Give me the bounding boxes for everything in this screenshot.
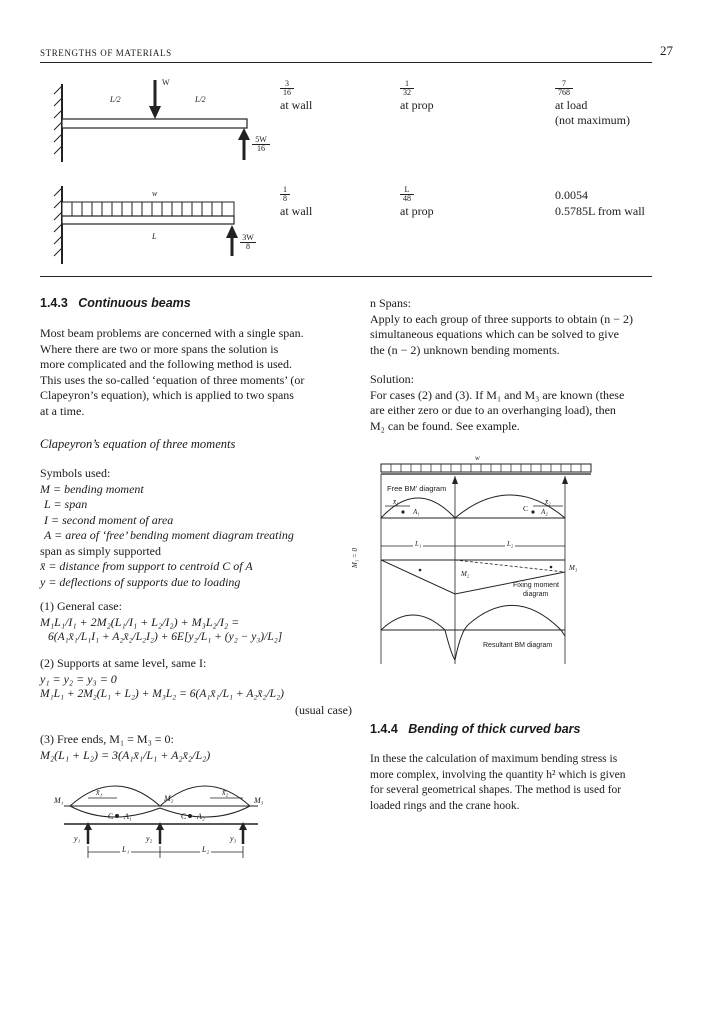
m2-label-right: M₂ — [461, 570, 470, 578]
solution — [370, 372, 660, 434]
section-number: 1.4.4 — [370, 722, 398, 736]
symbols-list — [40, 466, 350, 590]
para-line: Clapeyron’s equation), which is applied to two spans — [40, 388, 294, 402]
row2-col3-text: 0.5785L from wall — [555, 204, 645, 218]
y1-label: y₁ — [74, 834, 81, 843]
row1-col1-text: at wall — [280, 98, 313, 112]
curved-bars-paragraph — [370, 752, 670, 814]
nspans-line: the (n − 2) unknown bending moments. — [370, 342, 560, 357]
symbols-title: Symbols used: — [40, 466, 111, 480]
case-2-note: (usual case) — [295, 702, 352, 717]
udl-w-label: w — [475, 454, 480, 462]
row1-col2-den: 32 — [400, 88, 414, 97]
reaction-den-2: 8 — [240, 242, 256, 251]
half-span-right: L/2 — [195, 95, 206, 104]
centroid-label: C — [523, 504, 529, 513]
area-1: A₁ — [124, 812, 132, 821]
solution-title: Solution: — [370, 372, 415, 386]
m1-zero-label: M₁ = 0 — [351, 548, 359, 568]
case-1-eq1: M₁L₁/I₁ + 2M₂(L₁/I₁ + L₂/I₂) + M₃L₂/I₂ = — [40, 614, 240, 629]
row1-col2-text: at prop — [400, 98, 434, 112]
m2-label: M₂ — [164, 794, 174, 803]
free-bm-label: Free BM’ diagram — [387, 484, 447, 493]
case-3-title: (3) Free ends, M₁ = M₃ = 0: — [40, 732, 174, 746]
l1-span-label: L₁ — [415, 540, 422, 548]
continuous-beam-bm-diagrams — [351, 454, 595, 670]
case-2 — [40, 656, 352, 718]
reaction-fraction-2 — [240, 234, 256, 251]
row2-col2-text: at prop — [400, 204, 434, 218]
para-line: This uses the so-called ‘equation of three moments’ (or — [40, 372, 305, 387]
row1-col2-fraction — [400, 80, 414, 97]
reaction-fraction — [252, 136, 270, 153]
nspans-line: simultaneous equations which can be solved to give — [370, 327, 619, 341]
symbol-line: y = deflections of supports due to loading — [40, 574, 241, 589]
l1-label: L₁ — [122, 845, 130, 854]
clapeyron-subheading: Clapeyron’s equation of three moments — [40, 437, 236, 451]
row2-col2-fraction — [400, 186, 414, 203]
y3-label: y₃ — [230, 834, 237, 843]
case-1-title: (1) General case: — [40, 599, 122, 613]
fixing-diagram-label: diagram — [523, 591, 549, 598]
symbol-line: span as simply supported — [40, 543, 161, 558]
running-title: STRENGTHS OF MATERIALS — [40, 48, 172, 58]
area-2: A₂ — [197, 812, 205, 821]
row2-col1-num: 1 — [283, 185, 287, 194]
intro-paragraph — [40, 326, 350, 419]
fixing-moment-label: Fixing moment — [513, 582, 559, 589]
row2-col1-text: at wall — [280, 204, 313, 218]
solution-line: For cases (2) and (3). If M₁ and M₃ are known (these — [370, 387, 625, 402]
y2-label: y₂ — [146, 834, 153, 843]
section-1-4-3-heading — [40, 296, 191, 310]
three-moment-diagram — [54, 772, 280, 858]
row1-col1-num: 3 — [285, 79, 289, 88]
m3-label: M₃ — [254, 796, 264, 805]
propped-cantilever-udl-diagram — [40, 178, 280, 272]
a2-label: A₂ — [541, 508, 548, 516]
case-2-eq1: y₁ = y₂ = y₃ = 0 — [40, 671, 117, 686]
half-span-left: L/2 — [110, 95, 121, 104]
case-2-title: (2) Supports at same level, same I: — [40, 656, 207, 670]
span-label: L — [152, 232, 157, 241]
row1-col3-fraction — [555, 80, 573, 97]
symbol-line: M = bending moment — [40, 481, 144, 496]
section-title: Continuous beams — [78, 296, 191, 310]
reaction-num-2: 3W — [242, 233, 254, 242]
x2-label: x̄₂ — [222, 788, 229, 797]
para-line: at a time. — [40, 403, 85, 418]
row2-col2-den: 48 — [400, 194, 414, 203]
row1-col1-den: 16 — [280, 88, 294, 97]
resultant-bm-label: Resultant BM diagram — [483, 642, 553, 649]
nspans-line: Apply to each group of three supports to obtain (n − 2) — [370, 311, 634, 326]
symbol-line: L = span — [44, 497, 88, 511]
header-rule — [40, 62, 652, 63]
row2-col2-num: L — [404, 185, 410, 194]
x2-bar-label: x̄₂ — [545, 498, 551, 506]
solution-line: M₂ can be found. See example. — [370, 418, 520, 433]
row1-col1-fraction — [280, 80, 294, 97]
n-spans — [370, 296, 660, 358]
x1-bar-label: x̄₁ — [393, 498, 399, 506]
centroid-1: C — [108, 812, 114, 821]
reaction-num: 5W — [255, 135, 267, 144]
row1-col3-den: 768 — [555, 88, 573, 97]
udl-label: w — [152, 189, 158, 198]
l2-span-label: L₂ — [507, 540, 514, 548]
case-2-eq2: M₁L₁ + 2M₂(L₁ + L₂) + M₃L₂ = 6(A₁x̄₁/L₁ + A₂x̄₂/L₂) — [40, 688, 284, 700]
symbol-line: I = second moment of area — [44, 512, 174, 527]
row2-col1-den: 8 — [280, 194, 290, 203]
para-line: In these the calculation of maximum bending stress is — [370, 753, 618, 765]
centroid-2: C — [181, 812, 187, 821]
solution-line: are either zero or due to an overhanging load), then — [370, 403, 616, 417]
row2-col1-fraction — [280, 186, 290, 203]
row1-col2-num: 1 — [405, 79, 409, 88]
load-label: W — [162, 78, 170, 87]
x1-label: x̄₁ — [96, 788, 103, 797]
m1-label: M₁ — [54, 796, 64, 805]
row1-col3-text2: (not maximum) — [555, 113, 630, 127]
nspans-title: n Spans: — [370, 296, 412, 310]
symbol-line: A = area of ‘free’ bending moment diagram treating — [44, 528, 294, 542]
section-1-4-4-heading — [370, 722, 581, 736]
para-line: loaded rings and the crane hook. — [370, 799, 520, 812]
case-1-eq2: 6(A₁x̄₁/L₁I₁ + A₂x̄₂/L₂I₂) + 6E[y₂/L₁ + (y₂ − y₃)/L₂] — [48, 631, 283, 643]
row1-col3-text: at load — [555, 98, 588, 112]
para-line: more complicated and the following method is used. — [40, 357, 292, 371]
case-3-eq: M₂(L₁ + L₂) = 3(A₁x̄₁/L₁ + A₂x̄₂/L₂) — [40, 747, 211, 762]
section-title: Bending of thick curved bars — [408, 722, 581, 736]
para-line: more complex, involving the quantity h² which is given — [370, 768, 626, 781]
symbol-line: x̄ = distance from support to centroid C of A — [40, 559, 253, 573]
para-line: for several geometrical shapes. The method is used for — [370, 784, 622, 796]
row2-col3-value: 0.0054 — [555, 188, 588, 202]
para-line: Where there are two or more spans the solution is — [40, 341, 279, 356]
a1-label: A₁ — [413, 508, 420, 516]
row1-col3-num: 7 — [562, 79, 566, 88]
section-number: 1.4.3 — [40, 296, 68, 310]
m3-label-right: M₃ — [569, 564, 578, 572]
page-number: 27 — [660, 43, 673, 58]
para-line: Most beam problems are concerned with a single span. — [40, 326, 304, 340]
l2-label: L₂ — [202, 845, 210, 854]
table-bottom-rule — [40, 276, 652, 277]
case-3 — [40, 732, 352, 763]
case-1 — [40, 599, 352, 646]
reaction-den: 16 — [252, 144, 270, 153]
propped-cantilever-point-load-diagram — [40, 72, 280, 172]
